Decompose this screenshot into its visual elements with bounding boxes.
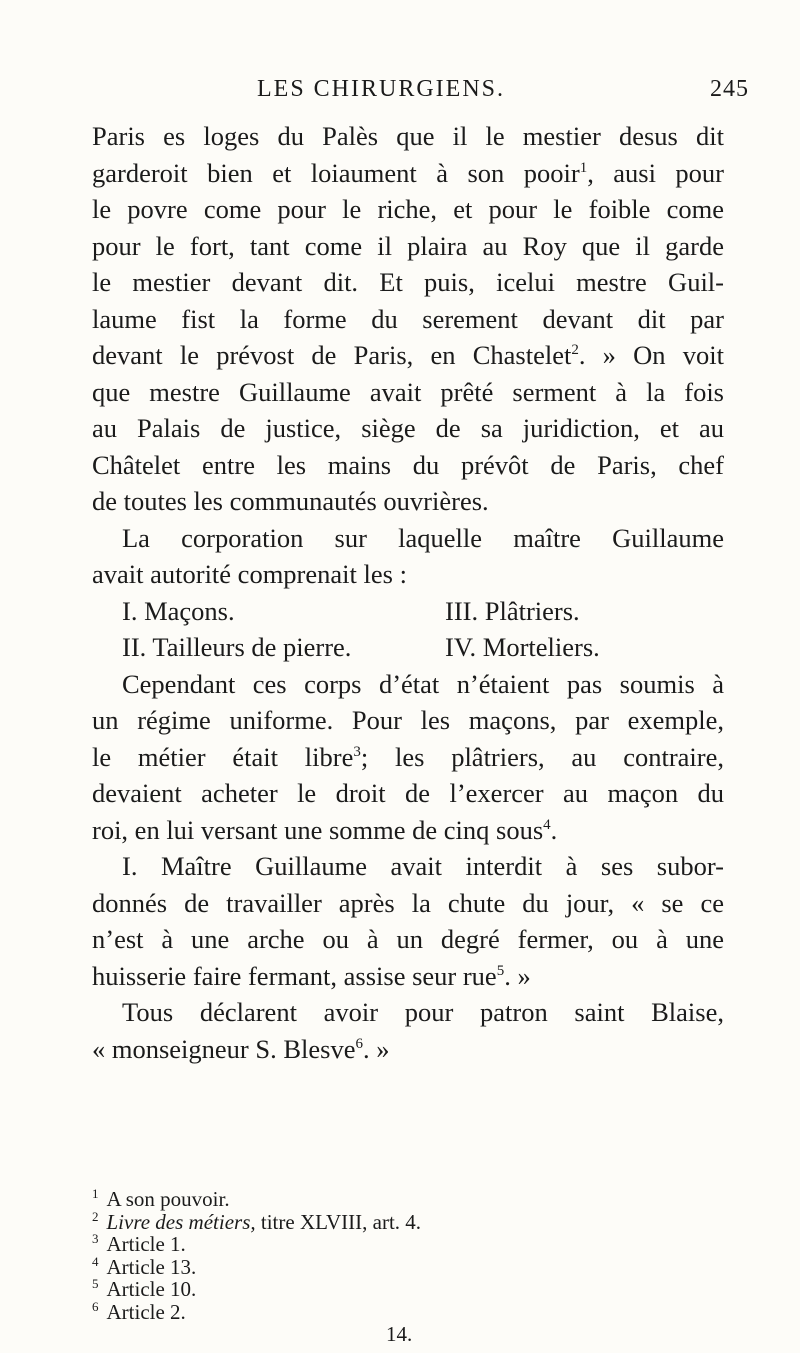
text-line: au Palais de justice, siège de sa juridiction, et au	[92, 413, 724, 443]
footnote: $^5$ Article 10.	[92, 1276, 197, 1301]
footnote-ref: 2	[571, 342, 579, 359]
text-line: devaient acheter le droit de l’exercer au maçon du	[92, 778, 724, 808]
trade-item: II. Tailleurs de pierre.	[122, 632, 352, 662]
footnotes	[92, 1188, 724, 1323]
text-line: Cependant ces corps d’état n’étaient pas soumis à	[122, 668, 724, 699]
text-line: un régime uniforme. Pour les maçons, par exemple,	[92, 705, 724, 735]
text-line: Paris es loges du Palès que il le mestier desus dit	[92, 121, 724, 151]
text-line: le mestier devant dit. Et puis, icelui mestre Guil-	[92, 267, 724, 297]
running-header	[0, 76, 800, 104]
trade-item: III. Plâtriers.	[445, 595, 580, 626]
footnote-ref: 1	[579, 159, 588, 176]
text-line: n’est à une arche ou à un degré fermer, ou à une	[92, 924, 724, 954]
trade-item: IV. Morteliers.	[445, 632, 600, 662]
text-line: Tous déclarent avoir pour patron saint Blaise,	[122, 997, 724, 1027]
text-line: devant le prévost de Paris, en Chastelet$^2$. » On voit	[92, 340, 724, 370]
text-line: roi, en lui versant une somme de cinq sous$^4$.	[92, 814, 558, 845]
text-line: de toutes les communautés ouvrières.	[92, 486, 489, 516]
text-line: pour le fort, tant come il plaira au Roy que il garde	[92, 230, 724, 261]
trades-list	[92, 593, 724, 666]
text-line: Châtelet entre les mains du prévôt de Paris, chef	[92, 449, 724, 480]
footnote-ref: 4	[543, 816, 551, 833]
page-number: 245	[710, 76, 749, 102]
footnote: $^4$ Article 13.	[92, 1253, 197, 1279]
signature-mark: 14.	[386, 1322, 413, 1346]
text-line: huisserie faire fermant, assise seur rue$^5$. »	[92, 960, 531, 991]
text-line: garderoit bien et loiaument à son pooir$^1$, ausi pour	[92, 157, 725, 188]
main-text	[92, 118, 724, 1067]
footnote: $^3$ Article 1.	[92, 1231, 186, 1256]
footnote-ref: 3	[353, 743, 361, 760]
text-line: « monseigneur S. Blesve$^6$. »	[92, 1033, 390, 1064]
footnote: $^2$ Livre des métiers, titre XLVIII, art. 4.	[92, 1208, 422, 1234]
footnote-ref: 6	[355, 1035, 363, 1052]
footnote: $^1$ A son pouvoir.	[92, 1186, 230, 1211]
text-line: le métier était libre$^3$; les plâtriers, au contraire,	[92, 741, 724, 772]
text-line: avait autorité comprenait les :	[92, 559, 407, 589]
running-title: LES CHIRURGIENS.	[257, 76, 506, 102]
footnote-ref: 5	[496, 962, 505, 979]
text-line: laume fist la forme du serement devant dit par	[92, 303, 724, 334]
footnote: $^6$ Article 2.	[92, 1298, 186, 1324]
text-line: I. Maître Guillaume avait interdit à ses subor-	[122, 851, 724, 881]
trade-item: I. Maçons.	[122, 595, 235, 626]
text-line: donnés de travailler après la chute du jour, « se ce	[92, 887, 724, 918]
text-line: le povre come pour le riche, et pour le foible come	[92, 194, 724, 224]
text-line: que mestre Guillaume avait prêté serment à la fois	[92, 376, 724, 407]
text-line: La corporation sur laquelle maître Guillaume	[122, 522, 724, 553]
